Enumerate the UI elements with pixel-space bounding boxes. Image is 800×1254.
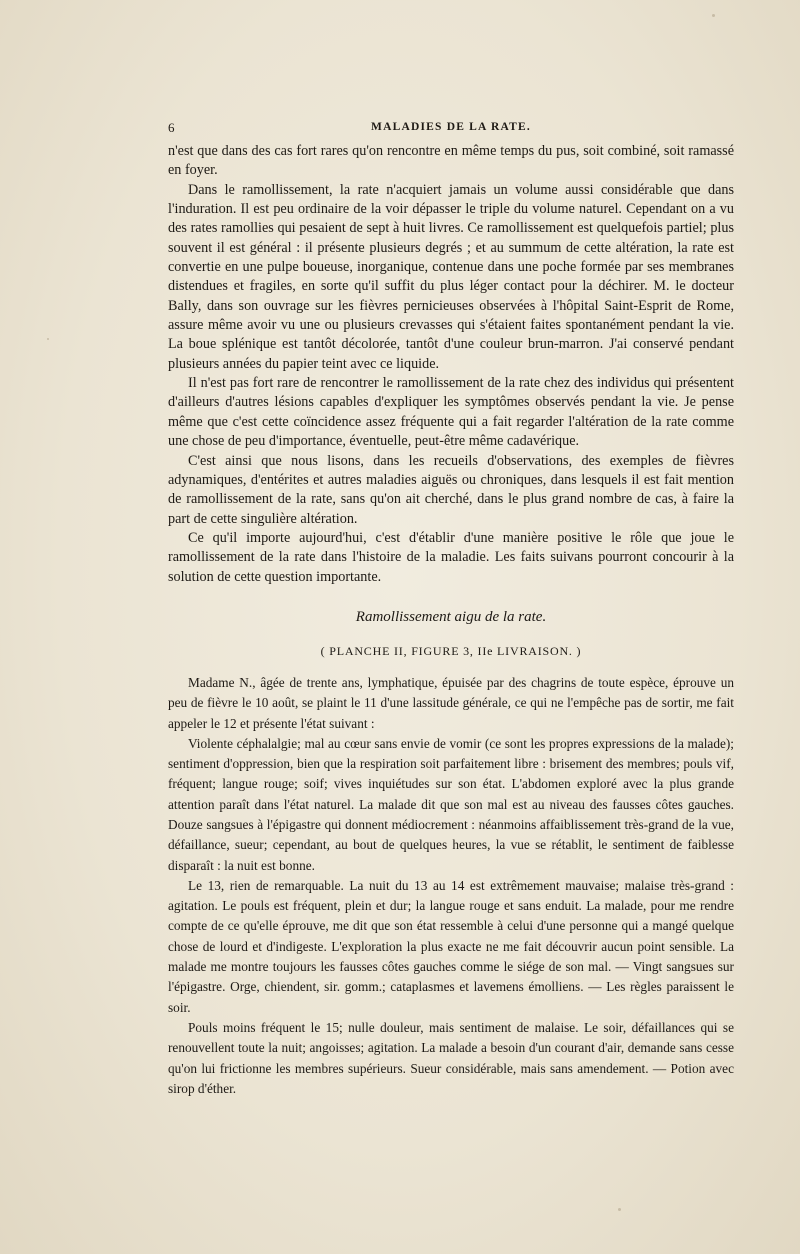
paragraph: C'est ainsi que nous lisons, dans les recueils d'observations, des exemples de fièvres adynamiques, d'entérites et autres maladies aiguës ou chroniques, dans lesquels il est fait mention de ramollissement de la rate, sans qu'on ait cherché, dans le plus grand nombre de cas, à faire la part de cette singulière altération. bbox=[168, 452, 734, 527]
paper-speck bbox=[618, 1208, 621, 1211]
running-title: MALADIES DE LA RATE. bbox=[371, 121, 531, 133]
section-title: Ramollissement aigu de la rate. bbox=[355, 608, 547, 625]
paper-speck bbox=[712, 14, 715, 17]
paragraph: Il n'est pas fort rare de rencontrer le ramollissement de la rate chez des individus qui présentent d'ailleurs d'autres lésions capables d'expliquer les symptômes observés pendant la vie. Je pense même que c'est cette coïncidence assez fréquente qui a fait regarder l'altération de la rate comme une chose de peu d'importance, éventuelle, peut-être même cadavérique. bbox=[168, 375, 734, 450]
page-number: 6 bbox=[168, 120, 175, 135]
paragraph: Ce qu'il importe aujourd'hui, c'est d'établir d'une manière positive le rôle que joue le ramollissement de la rate dans l'histoire de la maladie. Les faits suivans pourront concourir à la solution de cette question importante. bbox=[168, 529, 734, 585]
paragraph: Violente céphalalgie; mal au cœur sans envie de vomir (ce sont les propres expressions de la malade); sentiment d'oppression, bien que la respiration soit parfaitement libre : brisement des membres; pouls vif, fréquent; langue rouge; soif; vives inquiétudes sur son état. L'abdomen exploré avec la plus grande attention paraît dans l'état naturel. La malade dit que son mal est au niveau des fausses côtes gauches. Douze sangsues à l'épigastre qui donnent médiocrement : néanmoins affaiblissement très-grand de la vue, défaillance, sueur; cependant, au bout de quelques heures, la vue se rétablit, le sentiment de faiblesse disparaît : la nuit est bonne. bbox=[168, 735, 734, 873]
paper-speck bbox=[47, 338, 49, 340]
plate-caption: ( PLANCHE II, FIGURE 3, IIe LIVRAISON. ) bbox=[320, 643, 582, 658]
running-header bbox=[168, 120, 734, 140]
paragraph: Pouls moins fréquent le 15; nulle douleur, mais sentiment de malaise. Le soir, défaillances qui se renouvellent toute la nuit; angoisses; agitation. La malade a besoin d'un courant d'air, demande sans cesse qu'on lui frictionne les membres supérieurs. Sueur considérable, mais sans amendement. — Potion avec sirop d'éther. bbox=[168, 1019, 734, 1096]
paragraph: Le 13, rien de remarquable. La nuit du 13 au 14 est extrêmement mauvaise; malaise très-grand : agitation. Le pouls est fréquent, plein et dur; la langue rouge et sans enduit. La malade, pour me rendre compte de ce qu'elle éprouve, me dit que son état ressemble à celui d'une personne qui a mangé quelque chose de lourd et d'indigeste. L'exploration la plus exacte ne me fait découvrir aucun point sensible. La malade me montre toujours les fausses côtes gauches comme le siége de son mal. — Vingt sangsues sur l'épigastre. Orge, chiendent, sir. gomm.; cataplasmes et lavemens émolliens. — Les règles paraissent le soir. bbox=[168, 877, 734, 1015]
paragraph: Dans le ramollissement, la rate n'acquiert jamais un volume aussi considérable que dans l'induration. Il est peu ordinaire de la voir dépasser le triple du volume naturel. Cependant on a vu des rates ramollies qui pesaient de sept à huit livres. Ce ramollissement est quelquefois partiel; plus souvent il est général : il présente plusieurs degrés ; et au summum de cette altération, la rate est convertie en une pulpe boueuse, inorganique, contenue dans une poche formée par ses membranes distendues et fragiles, en sorte qu'il suffit du plus léger contact pour la déchirer. M. le docteur Bally, dans son ouvrage sur les fièvres pernicieuses observées à l'hôpital Saint-Esprit de Rome, assure même avoir vu une ou plusieurs crevasses qui s'étaient faites spontanément pendant la vie. La boue splénique est tantôt décolorée, tantôt d'une couleur brun-marron. J'ai conservé pendant plusieurs années du papier teint avec ce liquide. bbox=[168, 181, 734, 372]
paragraph: Madame N., âgée de trente ans, lymphatique, épuisée par des chagrins de toute espèce, éprouve un peu de fièvre le 10 août, se plaint le 11 d'une lassitude générale, ce qui ne l'empêche pas de sortir, me fait appeler le 12 et présente l'état suivant : bbox=[168, 674, 734, 731]
paragraph: n'est que dans des cas fort rares qu'on rencontre en même temps du pus, soit combiné, soit ramassé en foyer. bbox=[168, 143, 734, 179]
document-body bbox=[168, 142, 734, 1099]
